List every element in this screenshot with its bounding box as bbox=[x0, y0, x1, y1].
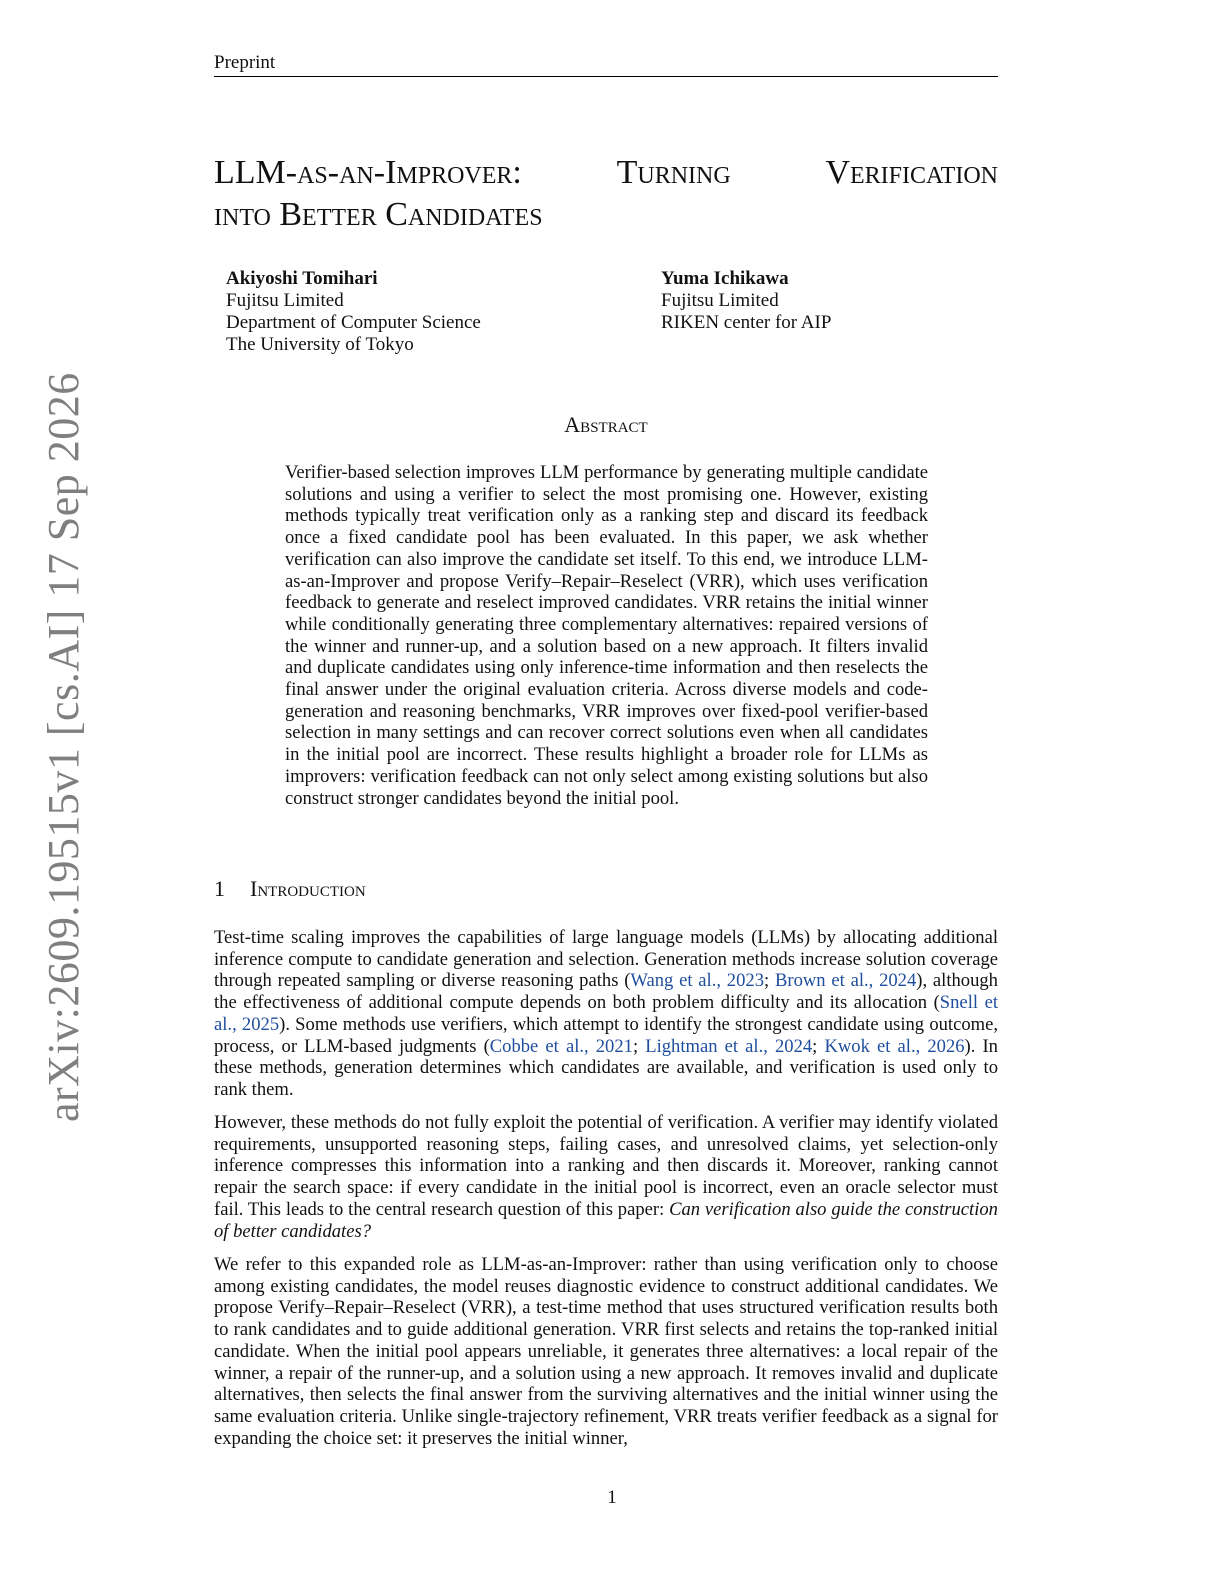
research-question: Can verification also guide the construction of better candidates? bbox=[214, 1198, 998, 1242]
author-name: Akiyoshi Tomihari bbox=[226, 268, 378, 289]
paper-title bbox=[214, 152, 1004, 236]
author-block bbox=[226, 268, 481, 356]
citation-separator: ; bbox=[764, 970, 775, 992]
author-name: Yuma Ichikawa bbox=[661, 268, 789, 289]
title-word: Verification bbox=[825, 154, 999, 191]
citation-link[interactable]: Wang et al., 2023 bbox=[630, 970, 764, 992]
intro-paragraph-2 bbox=[214, 1112, 998, 1242]
arxiv-identifier-stamp: arXiv:2609.19515v1 [cs.AI] 17 Sep 2026 bbox=[39, 372, 88, 1122]
section-number: 1 bbox=[214, 876, 225, 901]
title-line-1 bbox=[214, 152, 998, 194]
title-word: Turning bbox=[616, 154, 731, 191]
citation-link[interactable]: Cobbe et al., 2021 bbox=[489, 1035, 633, 1057]
citation-separator: ; bbox=[812, 1035, 825, 1057]
citation-link[interactable]: Snell et al., 2025 bbox=[214, 992, 998, 1035]
intro-paragraph-1 bbox=[214, 927, 998, 1101]
abstract-heading: Abstract bbox=[564, 412, 648, 437]
citation-link[interactable]: Kwok et al., 2026 bbox=[824, 1035, 965, 1057]
author-affiliation: The University of Tokyo bbox=[226, 334, 414, 355]
header-label: Preprint bbox=[214, 52, 276, 73]
title-line-2: into Better Candidates bbox=[214, 196, 543, 233]
paragraph-text: ). Some methods use verifiers, which attempt to identify the strongest candidate using outcome, process, or LLM-based judgments ( bbox=[214, 1013, 998, 1057]
author-block bbox=[661, 268, 831, 334]
paragraph-text: We refer to this expanded role as LLM-as-an-Improver: rather than using verification only to choose among existing candidates, the model reuses diagnostic evidence to construct additional candidates. We propose Verify–Repair–Reselect (VRR), a test-time method that uses structured verification results both to rank candidates and to guide additional generation. VRR first selects and retains the top-ranked initial candidate. When the initial pool appears unreliable, it generates three alternatives: a local repair of the winner, a repair of the runner-up, and a solution using a new approach. It removes invalid and duplicate alternatives, then selects the final answer from the surviving alternatives and the initial winner using the same evaluation criteria. Unlike single-trajectory refinement, VRR treats verifier feedback as a signal for expanding the choice set: it preserves the initial winner, bbox=[214, 1254, 998, 1449]
running-header bbox=[214, 52, 998, 77]
section-heading bbox=[214, 876, 366, 902]
citation-link[interactable]: Lightman et al., 2024 bbox=[645, 1035, 813, 1057]
title-word: LLM-as-an-Improver: bbox=[214, 154, 522, 191]
paragraph-text: However, these methods do not fully exploit the potential of verification. A verifier may identify violated requirements, unsupported reasoning steps, failing cases, and unresolved claims, yet selection-only inference compresses this information into a ranking and then discards it. Moreover, ranking cannot repair the search space: if every candidate in the initial pool is incorrect, even an oracle selector must fail. This leads to the central research question of this paper: bbox=[214, 1112, 998, 1220]
author-affiliation: Fujitsu Limited bbox=[661, 290, 779, 311]
abstract-text: Verifier-based selection improves LLM performance by generating multiple candidate solutions and using a verifier to select the most promising one. However, existing methods typically treat verification only as a ranking step and discard its feedback once a fixed candidate pool has been evaluated. In this paper, we ask whether verification can also improve the candidate set itself. To this end, we introduce LLM-as-an-Improver and propose Verify–Repair–Reselect (VRR), which uses verification feedback to generate and reselect improved candidates. VRR retains the initial winner while conditionally generating three complementary alternatives: repaired versions of the winner and runner-up, and a solution based on a new approach. It filters invalid and duplicate candidates using only inference-time information and then reselects the final answer under the original evaluation criteria. Across diverse models and code-generation and reasoning benchmarks, VRR improves over fixed-pool verifier-based selection in many settings and can recover correct solutions even when all candidates in the initial pool are incorrect. These results highlight a broader role for LLMs as improvers: verification feedback can not only select among existing solutions but also construct stronger candidates beyond the initial pool. bbox=[285, 462, 928, 809]
author-affiliation: RIKEN center for AIP bbox=[661, 312, 832, 333]
author-affiliation: Department of Computer Science bbox=[226, 312, 481, 333]
intro-paragraph-3 bbox=[214, 1254, 998, 1449]
paragraph-text: ), although the effectiveness of additional compute depends on both problem difficulty and its allocation ( bbox=[214, 970, 998, 1014]
author-affiliation: Fujitsu Limited bbox=[226, 290, 344, 311]
citation-separator: ; bbox=[632, 1035, 646, 1057]
paragraph-text: Test-time scaling improves the capabilities of large language models (LLMs) by allocating additional inference compute to candidate generation and selection. Generation methods increase solution coverage through repeated sampling or diverse reasoning paths ( bbox=[214, 927, 998, 992]
citation-link[interactable]: Brown et al., 2024 bbox=[774, 970, 917, 992]
paragraph-text: ). In these methods, generation determines which candidates are available, and verification is used only to rank them. bbox=[214, 1035, 998, 1100]
page-number: 1 bbox=[607, 1487, 617, 1508]
section-title: Introduction bbox=[250, 876, 366, 901]
